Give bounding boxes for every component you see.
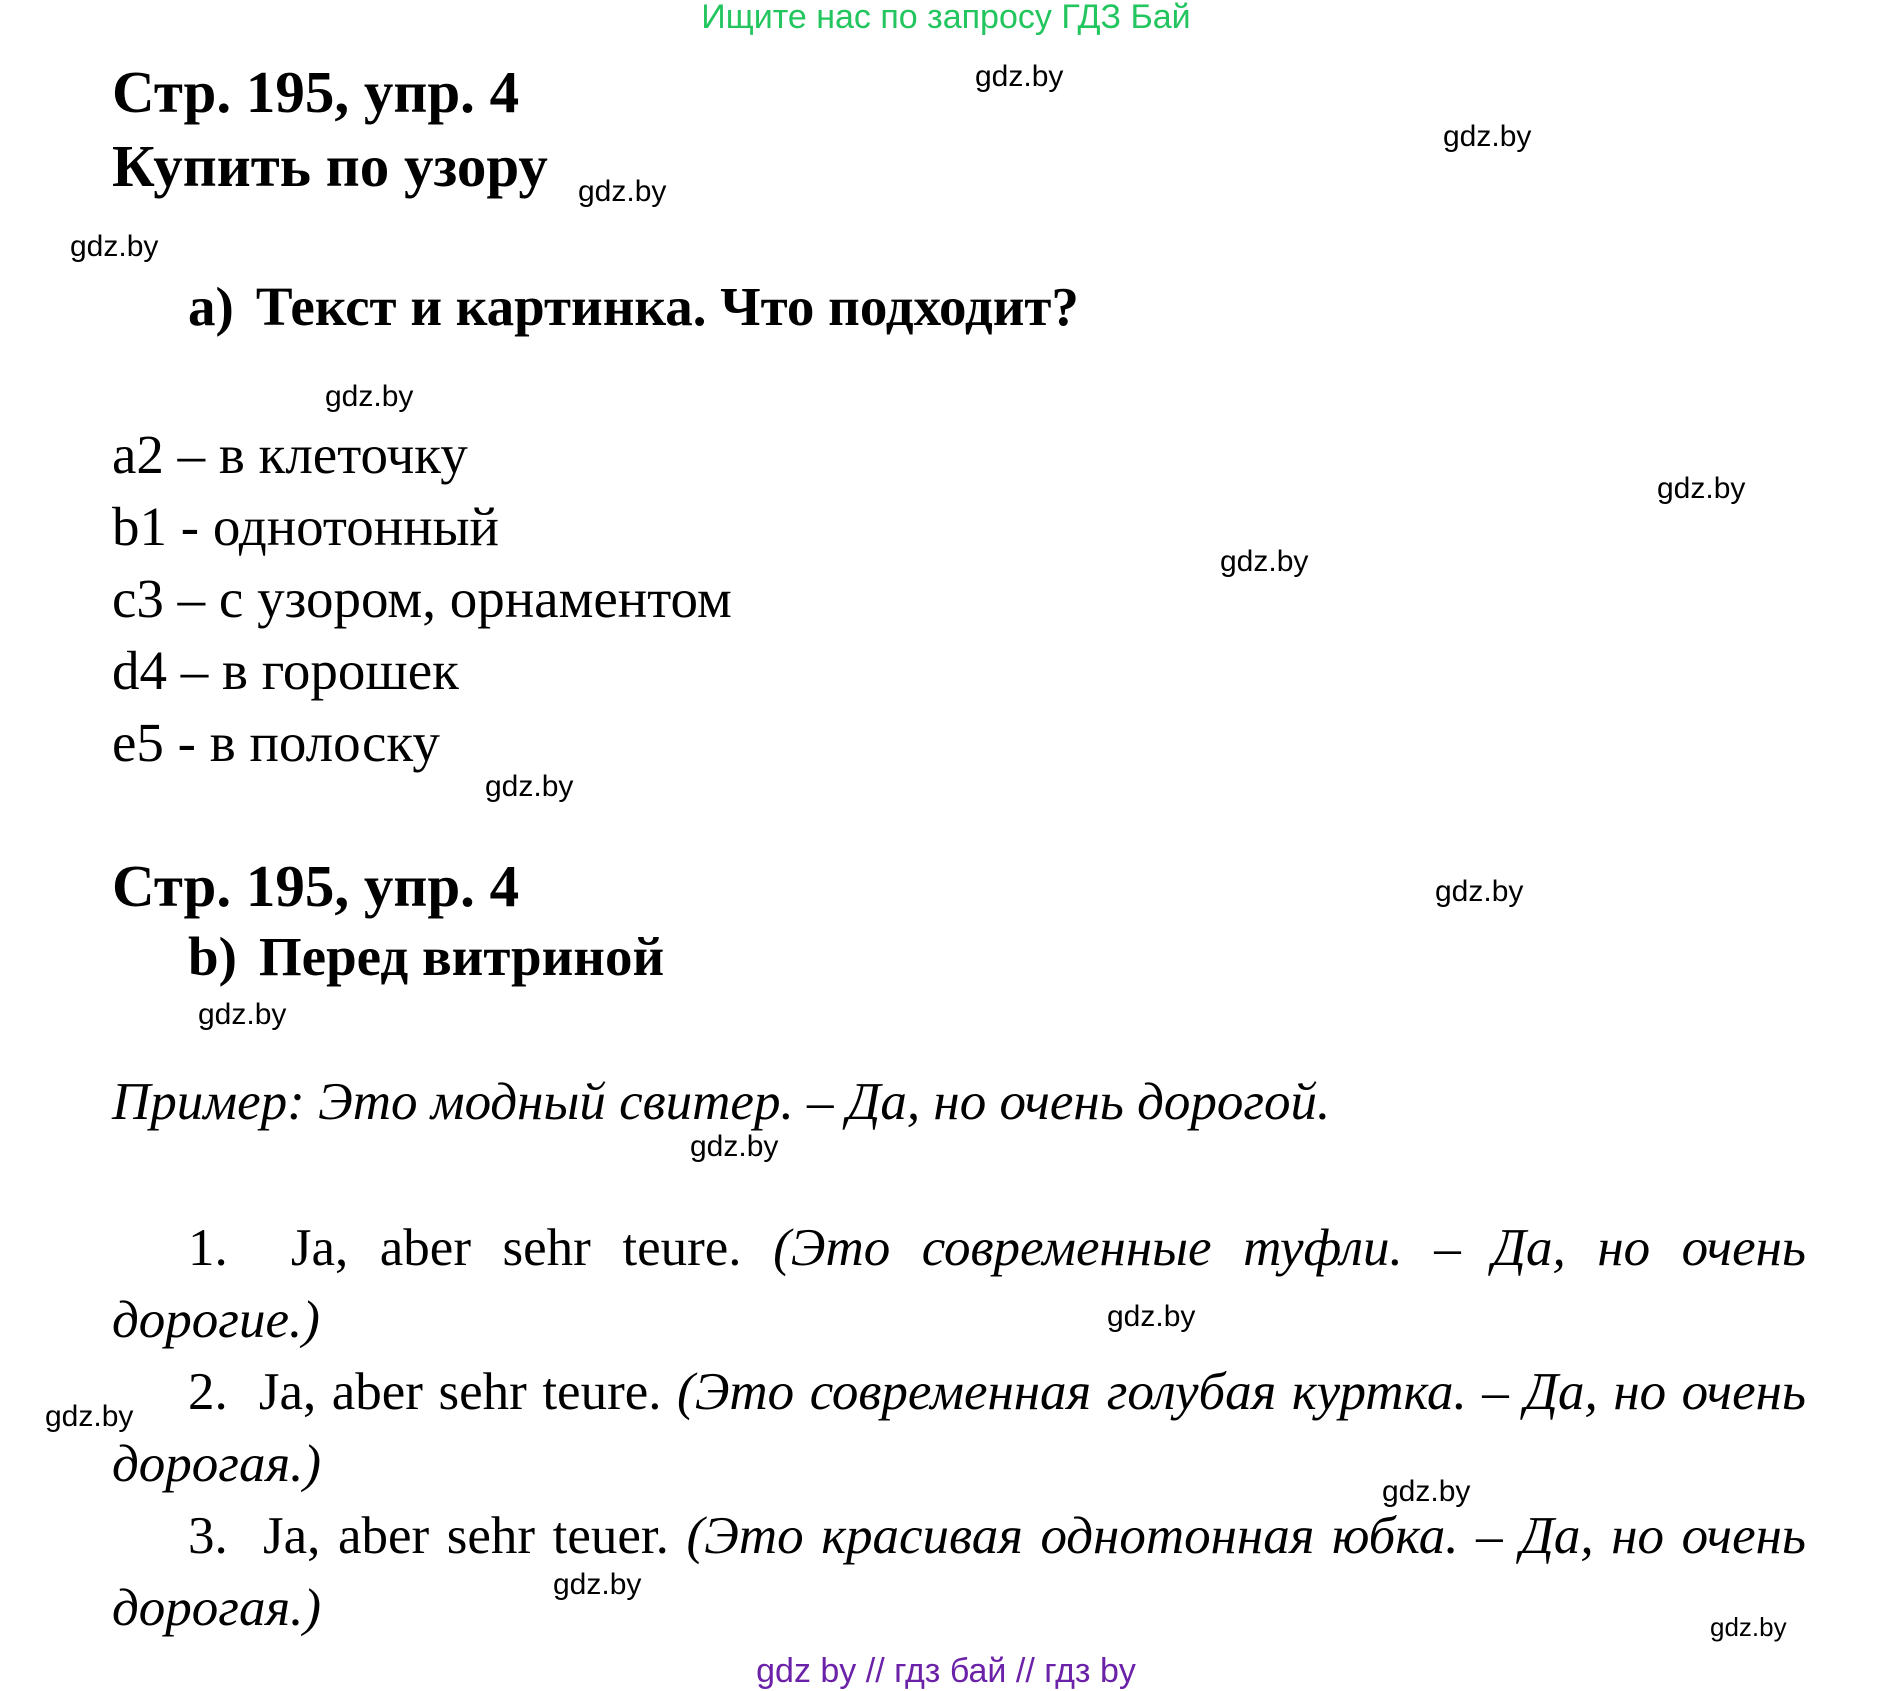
section1-subheading bbox=[188, 275, 1079, 338]
section1-heading: Стр. 195, упр. 4 bbox=[112, 59, 520, 125]
sub-label: a) bbox=[188, 276, 234, 337]
watermark: gdz.by bbox=[553, 1568, 642, 1601]
sub-label: b) bbox=[188, 926, 237, 987]
example-sentence: Пример: Это модный свитер. – Да, но очень дорогой. bbox=[112, 1073, 1331, 1131]
watermark: gdz.by bbox=[485, 770, 574, 803]
watermark: gdz.by bbox=[975, 60, 1064, 93]
answer-item: b1 - однотонный bbox=[112, 496, 499, 557]
answer-item: e5 - в полоску bbox=[112, 712, 440, 773]
footer-links: gdz by // гдз бай // гдз by bbox=[756, 1652, 1136, 1690]
watermark: gdz.by bbox=[1382, 1475, 1471, 1508]
watermark: gdz.by bbox=[690, 1130, 779, 1163]
watermark: gdz.by bbox=[1220, 545, 1309, 578]
german-answer: Ja, aber sehr teure. bbox=[290, 1219, 742, 1277]
exercise-item-2 bbox=[112, 1356, 1806, 1500]
watermark: gdz.by bbox=[578, 175, 667, 208]
sub-title: Текст и картинка. Что подходит? bbox=[255, 276, 1079, 337]
section2-subheading bbox=[188, 925, 664, 988]
watermark: gdz.by bbox=[1435, 875, 1524, 908]
item-number: 1. bbox=[188, 1219, 228, 1277]
item-number: 3. bbox=[188, 1507, 228, 1565]
watermark: gdz.by bbox=[325, 380, 414, 413]
watermark: gdz.by bbox=[1710, 1612, 1787, 1642]
answer-item: d4 – в горошек bbox=[112, 640, 459, 701]
exercise-item-3 bbox=[112, 1500, 1806, 1644]
russian-translation: (Это современная голубая куртка. – Да, но очень дорогая.) bbox=[112, 1363, 1807, 1493]
watermark: gdz.by bbox=[1657, 472, 1746, 505]
answer-item: c3 – с узором, орнаментом bbox=[112, 568, 732, 629]
exercise-item-1 bbox=[112, 1212, 1806, 1356]
sub-title: Перед витриной bbox=[258, 926, 665, 987]
watermark: gdz.by bbox=[70, 230, 159, 263]
watermark: gdz.by bbox=[45, 1400, 134, 1433]
answer-item: a2 – в клеточку bbox=[112, 424, 468, 485]
watermark: gdz.by bbox=[1107, 1300, 1196, 1333]
watermark: gdz.by bbox=[198, 998, 287, 1031]
russian-translation: (Это красивая однотонная юбка. – Да, но очень дорогая.) bbox=[112, 1507, 1807, 1637]
search-banner: Ищите нас по запросу ГДЗ Бай bbox=[701, 0, 1191, 36]
russian-translation: (Это современные туфли. – Да, но очень дорогие.) bbox=[112, 1219, 1807, 1349]
item-number: 2. bbox=[188, 1363, 228, 1421]
watermark: gdz.by bbox=[1443, 120, 1532, 153]
german-answer: Ja, aber sehr teure. bbox=[258, 1363, 662, 1421]
german-answer: Ja, aber sehr teuer. bbox=[262, 1507, 669, 1565]
section1-title: Купить по узору bbox=[112, 133, 548, 199]
section2-heading: Стр. 195, упр. 4 bbox=[112, 853, 520, 919]
